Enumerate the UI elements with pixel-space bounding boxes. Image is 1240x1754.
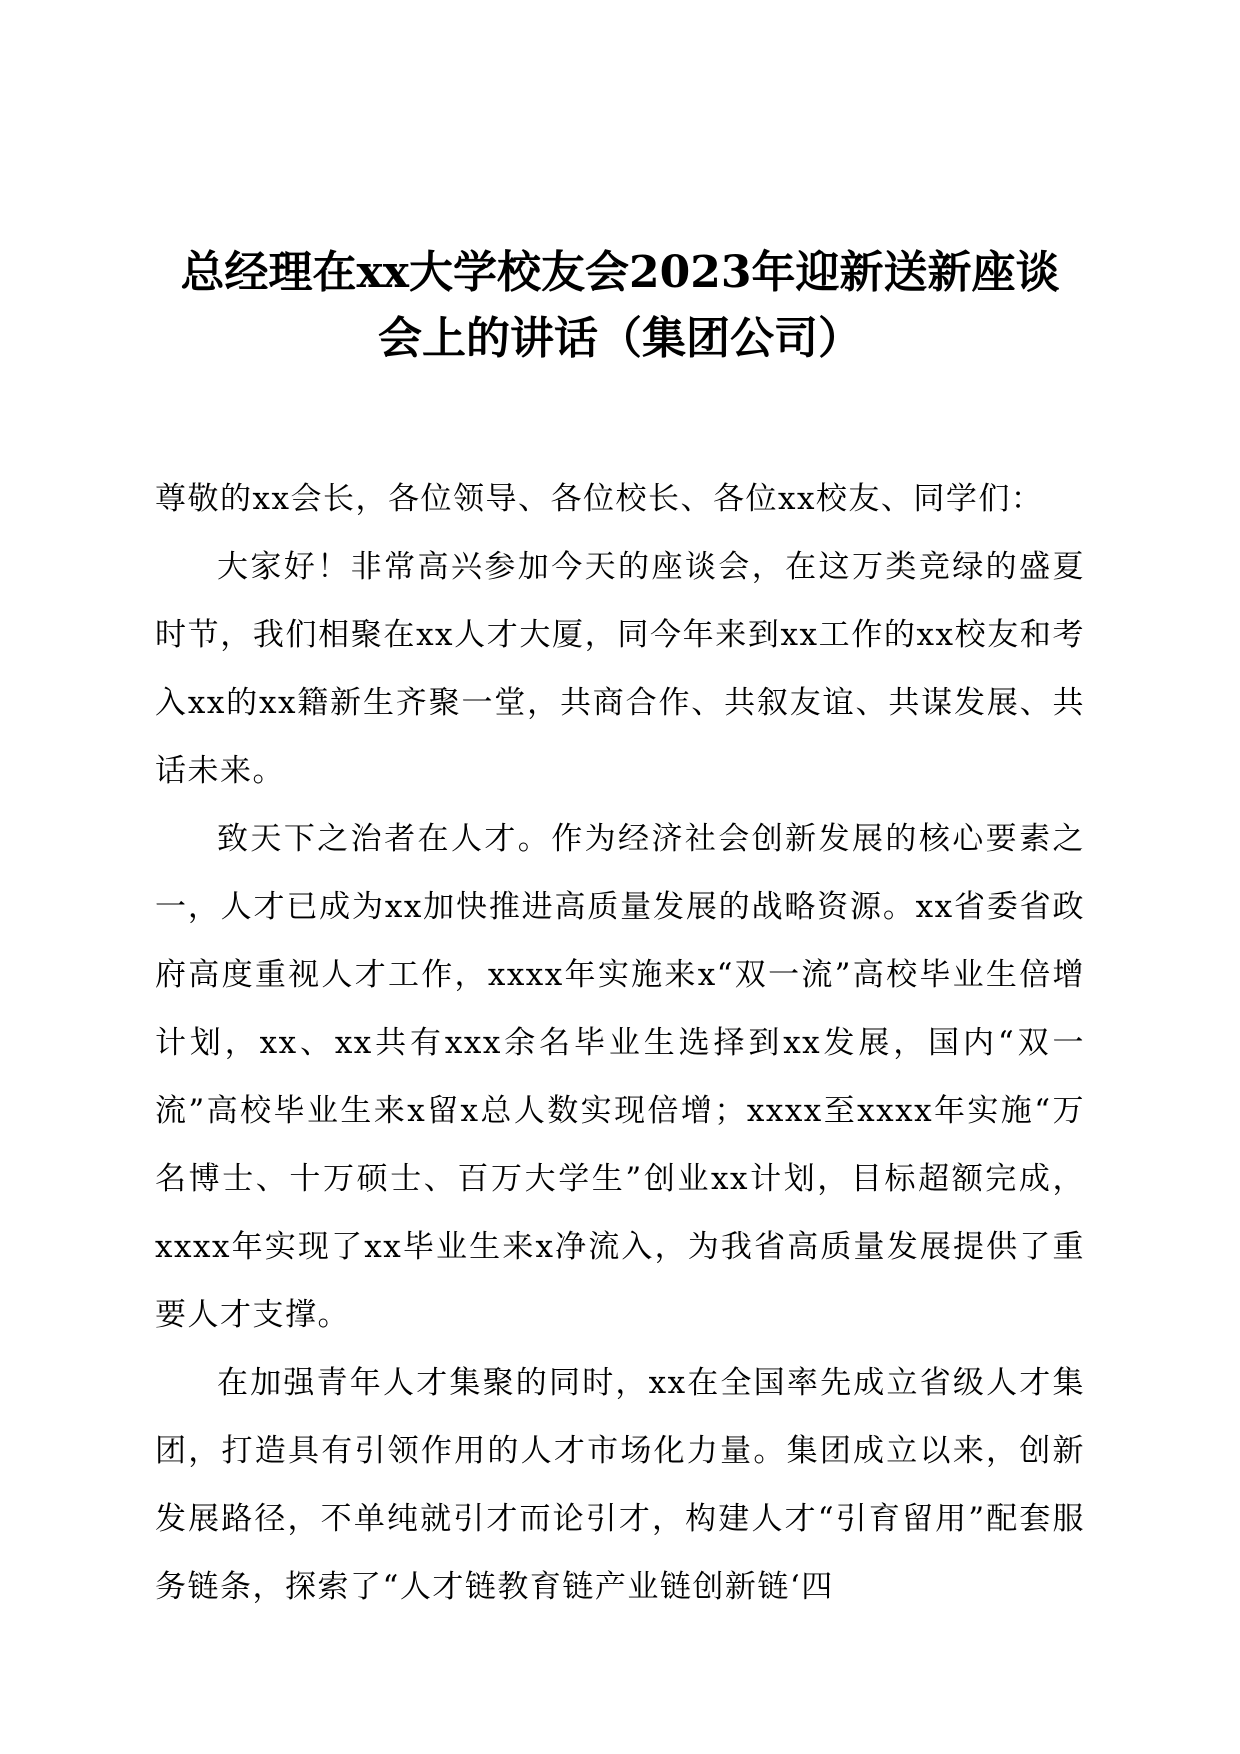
document-body [155,465,1085,1621]
salutation: 尊敬的xx会长，各位领导、各位校长、各位xx校友、同学们： [155,481,1044,517]
paragraph-talent-strategy: 致天下之治者在人才。作为经济社会创新发展的核心要素之一，人才已成为xx加快推进高质量发展的战略资源。xx省委省政府高度重视人才工作，xxxx年实施来x“双一流”高校毕业生倍增计划，xx、xx共有xxx余名毕业生选择到xx发展，国内“双一流”高校毕业生来x留x总人数实现倍增；xxxx至xxxx年实施“万名博士、十万硕士、百万大学生”创业xx计划，目标超额完成，xxxx年实现了xx毕业生来x净流入，为我省高质量发展提供了重要人才支撑。 [155,821,1085,1333]
document-title [150,240,1090,372]
title-line-2: 会上的讲话（集团公司） [378,313,862,364]
paragraph-greeting: 大家好！非常高兴参加今天的座谈会，在这万类竞绿的盛夏时节，我们相聚在xx人才大厦，同今年来到xx工作的xx校友和考入xx的xx籍新生齐聚一堂，共商合作、共叙友谊、共谋发展、共话未来。 [155,549,1085,789]
paragraph-talent-group: 在加强青年人才集聚的同时，xx在全国率先成立省级人才集团，打造具有引领作用的人才市场化力量。集团成立以来，创新发展路径，不单纯就引才而论引才，构建人才“引育留用”配套服务链条，探索了“人才链教育链产业链创新链‘四 [155,1365,1085,1605]
title-line-1: 总经理在xx大学校友会2023年迎新送新座谈 [180,247,1060,298]
